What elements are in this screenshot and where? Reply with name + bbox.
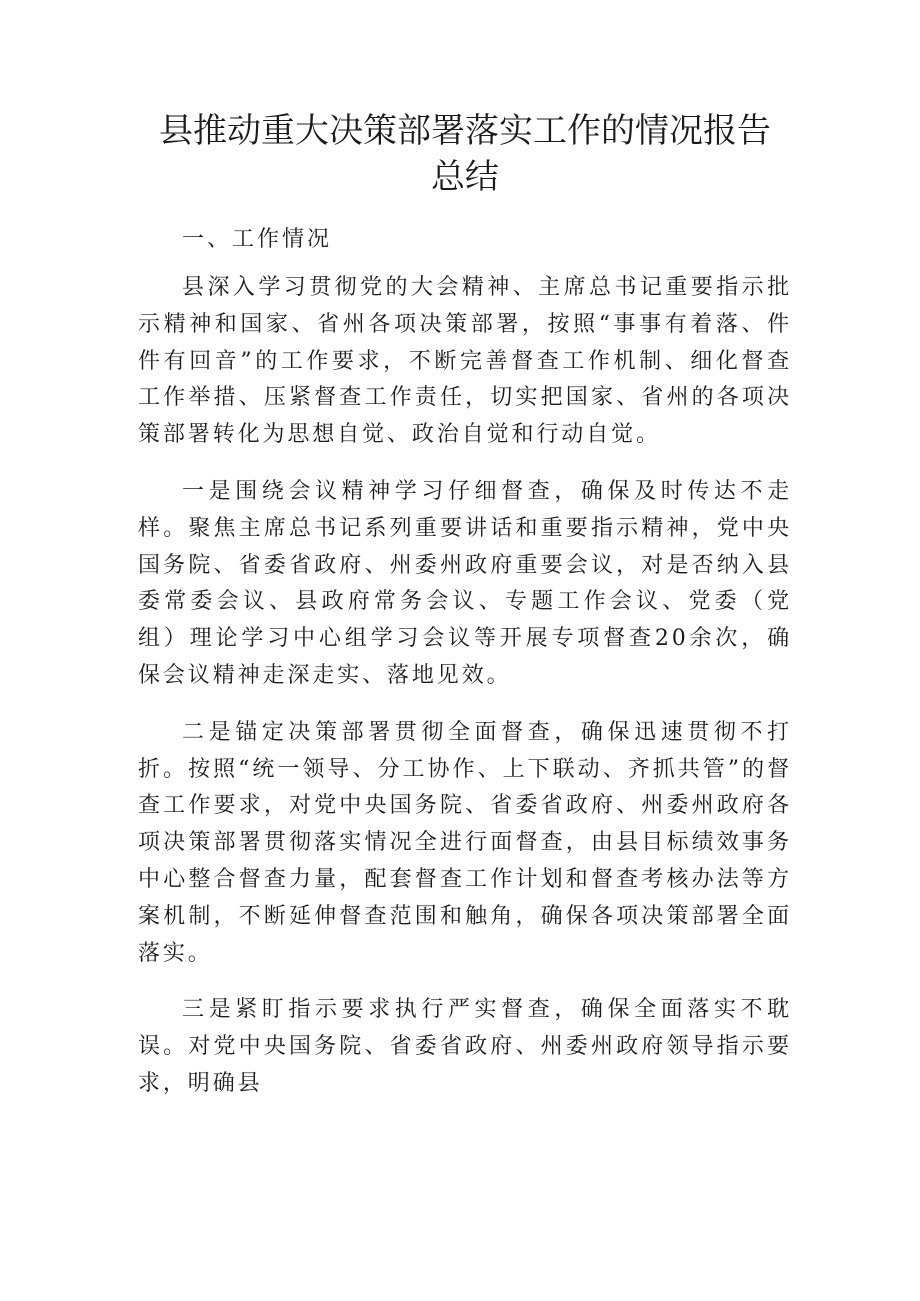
title-line-1: 县推动重大决策部署落实工作的情况报告 — [159, 111, 771, 151]
document-page — [138, 108, 792, 1103]
paragraph-point-2: 二是锚定决策部署贯彻全面督查，确保迅速贯彻不打折。按照“统一领导、分工协作、上下联动、齐抓共管”的督查工作要求，对党中央国务院、省委省政府、州委州政府各项决策部署贯彻落实情况全进行面督查，由县目标绩效事务中心整合督查力量，配套督查工作计划和督查考核办法等方案机制，不断延伸督查范围和触角，确保各项决策部署全面落实。 — [138, 719, 792, 966]
paragraph-point-3: 三是紧盯指示要求执行严实督查，确保全面落实不耽误。对党中央国务院、省委省政府、州委州政府领导指示要求，明确县 — [138, 997, 792, 1096]
paragraph-intro: 县深入学习贯彻党的大会精神、主席总书记重要指示批示精神和国家、省州各项决策部署，按照“事事有着落、件件有回音”的工作要求，不断完善督查工作机制、细化督查工作举措、压紧督查工作责任，切实把国家、省州的各项决策部署转化为思想自觉、政治自觉和行动自觉。 — [138, 275, 792, 448]
document-title — [138, 108, 792, 200]
paragraph-point-1: 一是围绕会议精神学习仔细督查，确保及时传达不走样。聚焦主席总书记系列重要讲话和重要指示精神，党中央国务院、省委省政府、州委州政府重要会议，对是否纳入县委常委会议、县政府常务会议、专题工作会议、党委（党组）理论学习中心组学习会议等开展专项督查20余次，确保会议精神走深走实、落地见效。 — [138, 478, 792, 688]
title-line-2: 总结 — [431, 157, 499, 197]
section-heading: 一、工作情况 — [182, 227, 333, 252]
